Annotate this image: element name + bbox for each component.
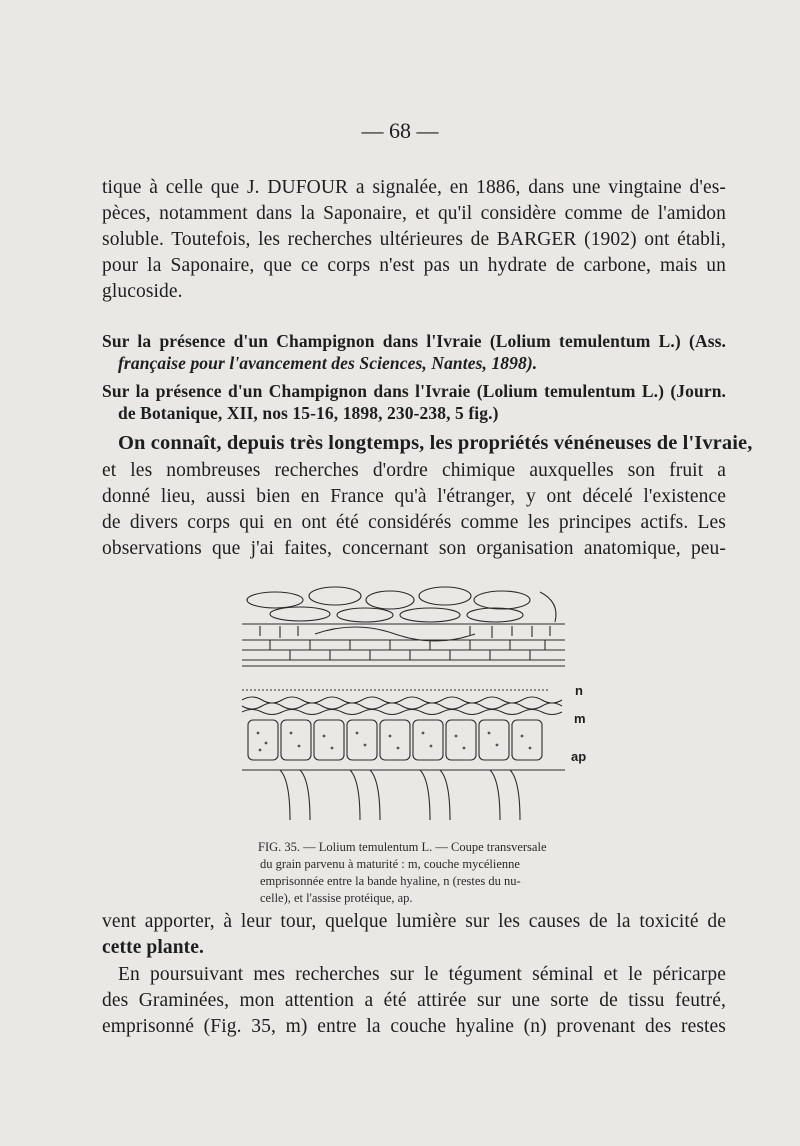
figure-caption-line-3: emprisonnée entre la bande hyaline, n (restes du nu- bbox=[260, 874, 521, 888]
paragraph1-line-5: glucoside. bbox=[102, 281, 183, 302]
figure-label-ap: ap bbox=[571, 749, 587, 764]
paragraph4-line-3: emprisonné (Fig. 35, m) entre la couche hyaline (n) provenant des restes bbox=[102, 1016, 726, 1037]
figure-caption-line-2: du grain parvenu à maturité : m, couche mycélienne bbox=[260, 857, 520, 871]
paragraph4-line-1: En poursuivant mes recherches sur le tégument séminal et le péricarpe bbox=[118, 964, 726, 985]
paragraph2-line-1: On connaît, depuis très longtemps, les propriétés vénéneuses de l'Ivraie, bbox=[118, 432, 753, 454]
paragraph3-line-1: vent apporter, à leur tour, quelque lumière sur les causes de la toxicité de bbox=[102, 911, 726, 932]
paragraph2-line-2: et les nombreuses recherches d'ordre chimique auxquelles son fruit a bbox=[102, 460, 726, 481]
reference1-line-2: française pour l'avancement des Sciences, Nantes, 1898). bbox=[118, 353, 538, 373]
figure-label-m: m bbox=[574, 711, 586, 726]
paragraph3-line-2: cette plante. bbox=[102, 937, 205, 958]
paragraph1-line-4: pour la Saponaire, que ce corps n'est pas un hydrate de carbone, mais un bbox=[102, 255, 726, 276]
reference2-line-1: Sur la présence d'un Champignon dans l'Ivraie (Lolium temulentum L.) (Journ. bbox=[102, 381, 726, 401]
figure-caption-line-4: celle), et l'assise protéique, ap. bbox=[260, 891, 413, 905]
page-number: — 68 — bbox=[361, 118, 439, 143]
paragraph1-line-1: tique à celle que J. DUFOUR a signalée, en 1886, dans une vingtaine d'es- bbox=[102, 177, 726, 198]
reference2-line-2: de Botanique, XII, nos 15-16, 1898, 230-238, 5 fig.) bbox=[118, 403, 499, 423]
paragraph1-line-2: pèces, notamment dans la Saponaire, et qu'il considère comme de l'amidon bbox=[102, 203, 726, 224]
figure-caption-line-1: FIG. 35. — Lolium temulentum L. — Coupe transversale bbox=[258, 840, 547, 854]
reference1-line-1: Sur la présence d'un Champignon dans l'Ivraie (Lolium temulentum L.) (Ass. bbox=[102, 331, 726, 351]
figure-label-n: n bbox=[575, 683, 583, 698]
paragraph2-line-4: de divers corps qui en ont été considérés comme les principes actifs. Les bbox=[102, 512, 726, 533]
paragraph4-line-2: des Graminées, mon attention a été attirée sur une sorte de tissu feutré, bbox=[102, 990, 726, 1011]
paragraph2-line-3: donné lieu, aussi bien en France qu'à l'étranger, y ont décelé l'existence bbox=[102, 486, 726, 507]
figure-35-illustration bbox=[240, 578, 570, 828]
paragraph2-line-5: observations que j'ai faites, concernant son organisation anatomique, peu- bbox=[102, 538, 726, 559]
paragraph1-line-3: soluble. Toutefois, les recherches ultérieures de BARGER (1902) ont établi, bbox=[102, 229, 726, 250]
